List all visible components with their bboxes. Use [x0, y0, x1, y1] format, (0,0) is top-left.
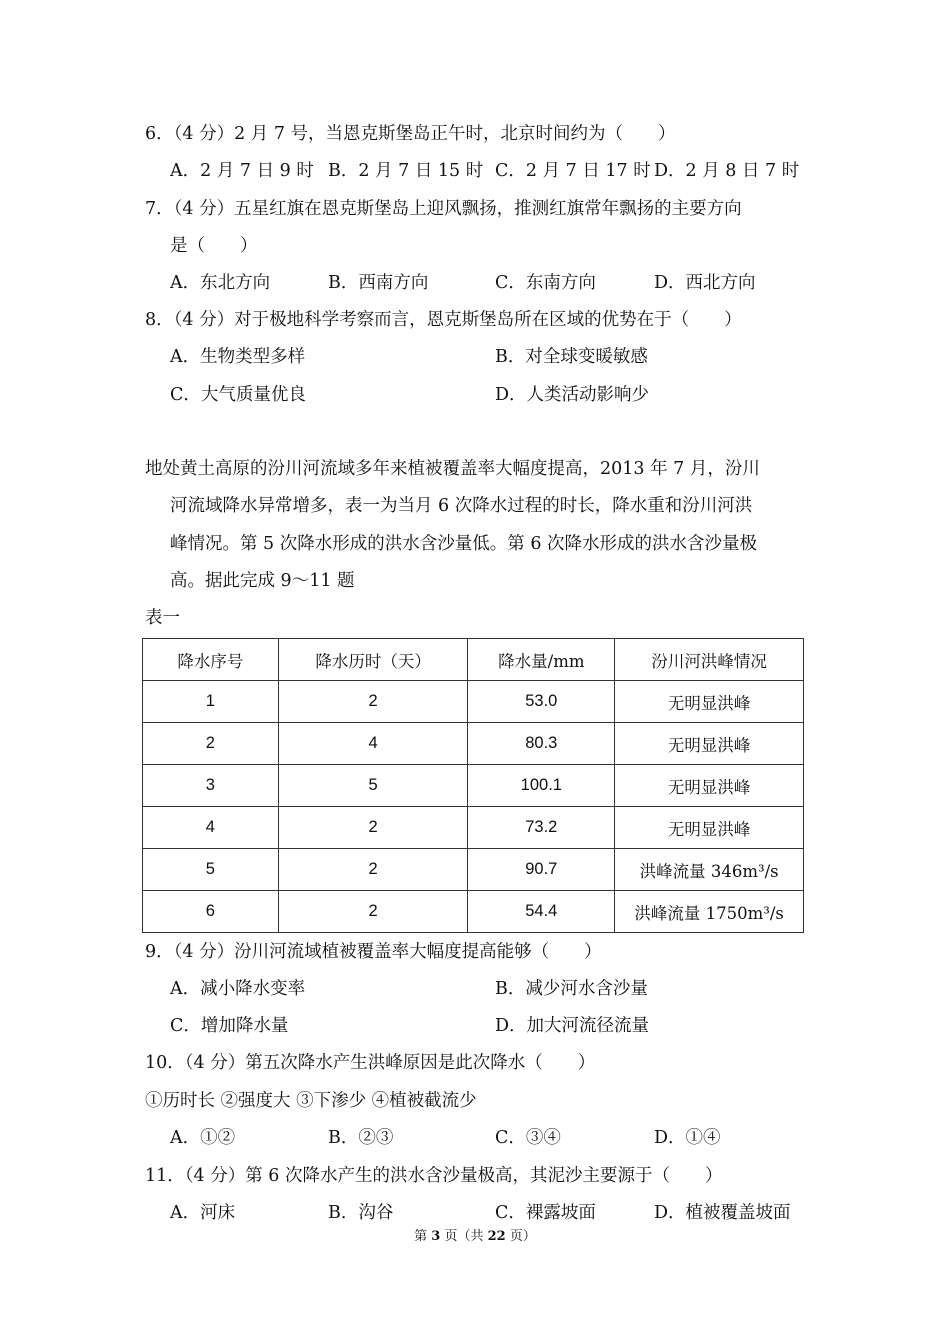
question-10-items: ①历时长 ②强度大 ③下渗少 ④植被截流少: [145, 1091, 477, 1111]
table-cell: 无明显洪峰: [615, 765, 804, 807]
table-cell: 无明显洪峰: [615, 681, 804, 723]
passage-line-2: 河流域降水异常增多，表一为当月 6 次降水过程的时长，降水重和汾川河洪: [170, 496, 753, 516]
header-cell: 降水序号: [143, 639, 279, 681]
table-row: [143, 891, 804, 933]
question-10-stem: 10．（4 分）第五次降水产生洪峰原因是此次降水（ ）: [145, 1053, 596, 1073]
table-cell: 4: [278, 723, 468, 765]
question-8-stem: 8．（4 分）对于极地科学考察而言，恩克斯堡岛所在区域的优势在于（ ）: [145, 310, 742, 330]
q8-option-a: A．生物类型多样: [170, 347, 306, 367]
table-cell: 1: [143, 681, 279, 723]
q7-option-c: C．东南方向: [495, 273, 596, 293]
q9-option-b: B．减少河水含沙量: [495, 979, 648, 999]
q6-option-b: B．2 月 7 日 15 时: [328, 161, 484, 181]
table-cell: 80.3: [468, 723, 615, 765]
table-cell: 90.7: [468, 849, 615, 891]
q10-option-a: A．①②: [170, 1128, 236, 1148]
header-cell: 汾川河洪峰情况: [615, 639, 804, 681]
page-number: 3: [431, 1229, 441, 1244]
table-cell: 100.1: [468, 765, 615, 807]
header-cell: 降水历时（天）: [278, 639, 468, 681]
q11-option-c: C．裸露坡面: [495, 1203, 596, 1223]
q7-option-d: D．西北方向: [654, 273, 756, 293]
table-cell: 2: [278, 807, 468, 849]
footer-suffix: 页）: [505, 1229, 536, 1244]
q9-option-c: C．增加降水量: [170, 1016, 289, 1036]
table-header-row: [143, 639, 804, 681]
table-cell: 洪峰流量 346m³/s: [615, 849, 804, 891]
table-cell: 4: [143, 807, 279, 849]
table-cell: 无明显洪峰: [615, 807, 804, 849]
table-cell: 2: [278, 849, 468, 891]
table-caption: 表一: [145, 608, 180, 628]
q9-option-d: D．加大河流径流量: [495, 1016, 650, 1036]
q10-option-d: D．①④: [654, 1128, 721, 1148]
q10-option-c: C．③④: [495, 1128, 561, 1148]
q11-option-a: A．河床: [170, 1203, 236, 1223]
q6-option-c: C．2 月 7 日 17 时: [495, 161, 651, 181]
table-cell: 无明显洪峰: [615, 723, 804, 765]
q11-option-b: B．沟谷: [328, 1203, 394, 1223]
q8-option-d: D．人类活动影响少: [495, 385, 650, 405]
table-cell: 2: [278, 891, 468, 933]
table-cell: 2: [278, 681, 468, 723]
q7-option-b: B．西南方向: [328, 273, 429, 293]
question-11-stem: 11．（4 分）第 6 次降水产生的洪水含沙量极高，其泥沙主要源于（ ）: [145, 1166, 723, 1186]
table-cell: 54.4: [468, 891, 615, 933]
q7-option-a: A．东北方向: [170, 273, 271, 293]
table-row: [143, 765, 804, 807]
header-cell: 降水量/mm: [468, 639, 615, 681]
table-row: [143, 681, 804, 723]
total-pages: 22: [487, 1229, 506, 1244]
table-cell: 6: [143, 891, 279, 933]
q6-option-a: A．2 月 7 日 9 时: [170, 161, 314, 181]
question-6-stem: 6．（4 分）2 月 7 号，当恩克斯堡岛正午时，北京时间约为（ ）: [145, 124, 676, 144]
table-cell: 5: [143, 849, 279, 891]
passage-line-1: 地处黄土高原的汾川河流域多年来植被覆盖率大幅度提高，2013 年 7 月，汾川: [145, 459, 760, 479]
table-row: [143, 849, 804, 891]
footer-prefix: 第: [414, 1229, 432, 1244]
table-row: [143, 723, 804, 765]
question-7-stem-cont: 是（ ）: [170, 236, 258, 256]
question-9-stem: 9．（4 分）汾川河流域植被覆盖率大幅度提高能够（ ）: [145, 942, 602, 962]
table-row: [143, 807, 804, 849]
q8-option-b: B．对全球变暖敏感: [495, 347, 648, 367]
table-cell: 73.2: [468, 807, 615, 849]
table-cell: 3: [143, 765, 279, 807]
passage-line-3: 峰情况。第 5 次降水形成的洪水含沙量低。第 6 次降水形成的洪水含沙量极: [170, 534, 758, 554]
question-7-stem: 7．（4 分）五星红旗在恩克斯堡岛上迎风飘扬，推测红旗常年飘扬的主要方向: [145, 199, 742, 219]
q11-option-d: D．植被覆盖坡面: [654, 1203, 791, 1223]
page-footer: [0, 1229, 950, 1245]
q10-option-b: B．②③: [328, 1128, 394, 1148]
passage-line-4: 高。据此完成 9～11 题: [170, 571, 355, 591]
table-cell: 2: [143, 723, 279, 765]
table-cell: 洪峰流量 1750m³/s: [615, 891, 804, 933]
q8-option-c: C．大气质量优良: [170, 385, 306, 405]
table-cell: 5: [278, 765, 468, 807]
q6-option-d: D．2 月 8 日 7 时: [654, 161, 800, 181]
q9-option-a: A．减小降水变率: [170, 979, 306, 999]
precipitation-table: [142, 638, 804, 933]
table-cell: 53.0: [468, 681, 615, 723]
footer-middle: 页（共: [440, 1229, 488, 1244]
